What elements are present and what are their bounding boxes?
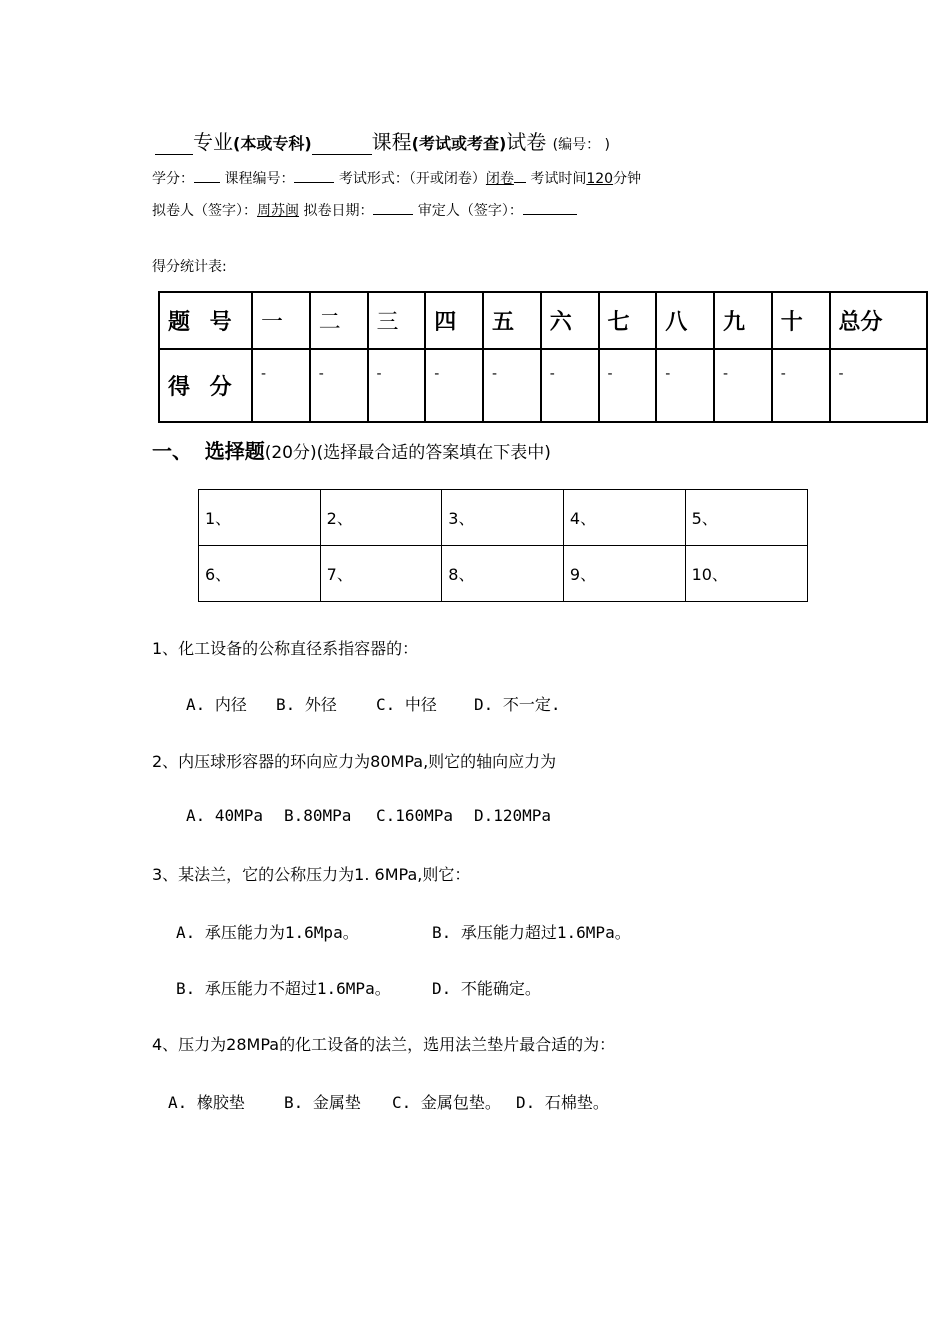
answer-cell[interactable]: 7、 (320, 546, 442, 602)
exam-title (155, 126, 610, 155)
score-cell: - (541, 349, 599, 422)
title-code-note: (编号： ) (552, 137, 611, 153)
question-stem: 4、压力为28MPa的化工设备的法兰，选用法兰垫片最合适的为： (152, 1035, 616, 1054)
score-table (158, 291, 928, 423)
title-major: 专业 (193, 130, 233, 154)
answer-cell[interactable]: 5、 (685, 490, 807, 546)
question-option: B. 承压能力不超过1.6MPa。 (176, 979, 391, 998)
section-heading (152, 435, 551, 464)
exam-time-value: 120 (586, 171, 614, 187)
question-option: A. 40MPa (186, 806, 264, 825)
score-header-cell: 七 (599, 292, 657, 349)
blank-course (312, 134, 372, 155)
score-header-cell: 一 (252, 292, 310, 349)
score-header-cell: 十 (772, 292, 830, 349)
section-number: 一、 (152, 439, 192, 463)
title-major-note: (本或专科) (233, 134, 312, 153)
score-header-cell: 九 (714, 292, 772, 349)
blank-major (155, 134, 193, 155)
section-points: (20分) (264, 443, 317, 463)
credit-blank (194, 169, 220, 183)
score-cell: 得 分 (159, 349, 252, 422)
course-code-blank (294, 169, 334, 183)
question-option: C. 中径 (376, 695, 437, 714)
answer-cell[interactable]: 8、 (442, 546, 564, 602)
score-cell: - (772, 349, 830, 422)
exam-form-blank (514, 169, 526, 183)
exam-time-label: 考试时间 (530, 171, 587, 187)
score-header-cell: 五 (483, 292, 541, 349)
author-label: 拟卷人（签字）： (152, 203, 257, 219)
question-option: D. 不一定. (474, 695, 561, 714)
answer-cell[interactable]: 4、 (563, 490, 685, 546)
score-header-cell: 题 号 (159, 292, 252, 349)
credit-label: 学分： (152, 171, 194, 187)
score-cell: - (483, 349, 541, 422)
reviewer-blank (523, 201, 577, 215)
question-option: D. 石棉垫。 (516, 1093, 609, 1112)
score-cell: - (599, 349, 657, 422)
date-blank (373, 201, 413, 215)
course-code-label: 课程编号： (224, 171, 295, 187)
question-option: B.80MPa (284, 806, 352, 825)
answer-table (198, 489, 808, 602)
answer-row (199, 490, 808, 546)
score-table-label: 得分统计表: (152, 259, 227, 275)
reviewer-label: 审定人（签字）： (417, 203, 523, 219)
title-course-note: (考试或考查) (411, 134, 507, 153)
answer-cell[interactable]: 9、 (563, 546, 685, 602)
score-header-cell: 六 (541, 292, 599, 349)
title-course: 课程 (371, 130, 412, 154)
answer-cell[interactable]: 6、 (199, 546, 321, 602)
score-cell: - (425, 349, 483, 422)
question-option: B. 承压能力超过1.6MPa。 (432, 923, 631, 942)
exam-form-value: 闭卷 (485, 171, 514, 187)
score-header-cell: 八 (656, 292, 714, 349)
score-cell: - (714, 349, 772, 422)
question-stem: 3、某法兰，它的公称压力为1. 6MPa,则它： (152, 865, 471, 884)
question-option: B. 外径 (276, 695, 337, 714)
score-header-cell: 总分 (830, 292, 928, 349)
question-option: D.120MPa (474, 806, 552, 825)
author-value: 周苏闽 (257, 203, 299, 219)
question-option: A. 内径 (186, 695, 247, 714)
question-option: B. 金属垫 (284, 1093, 361, 1112)
question-option: C. 金属包垫。 (392, 1093, 501, 1112)
info-line-1 (152, 168, 641, 188)
answer-cell[interactable]: 3、 (442, 490, 564, 546)
score-cell: - (252, 349, 310, 422)
score-cell: - (656, 349, 714, 422)
score-cell: - (830, 349, 928, 422)
answer-cell[interactable]: 10、 (685, 546, 807, 602)
question-option: A. 橡胶垫 (168, 1093, 245, 1112)
score-header-cell: 四 (425, 292, 483, 349)
score-header-cell: 三 (368, 292, 426, 349)
answer-row (199, 546, 808, 602)
answer-cell[interactable]: 1、 (199, 490, 321, 546)
section-note: (选择最合适的答案填在下表中) (316, 443, 551, 463)
date-label: 拟卷日期： (303, 203, 374, 219)
score-table-header-row (159, 292, 927, 349)
answer-cell[interactable]: 2、 (320, 490, 442, 546)
exam-form-label: 考试形式：（开或闭卷） (338, 171, 486, 187)
question-option: D. 不能确定。 (432, 979, 541, 998)
section-title: 选择题 (204, 439, 265, 463)
info-line-2 (152, 200, 577, 220)
score-cell: - (368, 349, 426, 422)
question-option: C.160MPa (376, 806, 454, 825)
question-stem: 2、内压球形容器的环向应力为80MPa,则它的轴向应力为 (152, 752, 557, 771)
question-stem: 1、化工设备的公称直径系指容器的： (152, 639, 419, 658)
score-table-score-row (159, 349, 927, 422)
title-paper: 试卷 (506, 130, 547, 154)
question-option: A. 承压能力为1.6Mpa。 (176, 923, 359, 942)
score-header-cell: 二 (310, 292, 368, 349)
score-cell: - (310, 349, 368, 422)
exam-time-unit: 分钟 (613, 171, 642, 187)
